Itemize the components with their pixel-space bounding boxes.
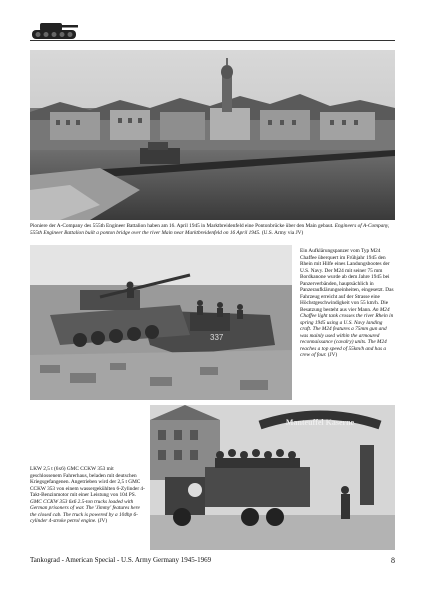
photo-pontoon-bridge xyxy=(30,50,395,220)
photo3-caption-en: GMC CCKW 353 6x6 2.5-ton trucks loaded with German prisoners of war. The 'Jimmy' features here the closed cab. The truck is powered by a 104hp 6-cylinder 4-stroke petrol engine. xyxy=(30,498,140,524)
photo2-caption xyxy=(300,248,395,359)
photo-m24-landing-craft xyxy=(30,245,292,400)
photo2-hull-number: 337 xyxy=(210,333,224,342)
photo3-caption xyxy=(30,466,145,525)
photo1-caption-credit: (U.S. Army via JV) xyxy=(261,229,304,236)
page-number: 8 xyxy=(391,556,395,565)
photo3-caption-de: LKW 2,5 t (6x6) GMC CCKW 353 mit geschlossenem Fahrerhaus, beladen mit deutschen Kriegsgefangenen. Angetrieben wird der 2,5 t GMC CCKW 353 von einem wassergekühlten 6-Zylinder 4-Takt-Benzinmotor mit einer Leistung von 104 PS. xyxy=(30,466,145,498)
photo1-caption-de: Pioniere der A-Company des 555th Engineer Battalion haben am 16. April 1945 in Marktbreidenfeld eine Pontonbrücke über den Main gebaut. xyxy=(30,223,334,229)
header-rule xyxy=(30,40,395,41)
photo2-caption-en: An M24 Chaffee light tank crosses the river Rhein in spring 1945 using a U.S. Navy landing craft. The M24 features a 75mm gun and was mainly used within the armoured reconnaissance (cavalry) units. The M24 reaches a top speed of 55km/h and has a crew of four. xyxy=(300,306,394,358)
photo2-caption-credit: (JV) xyxy=(327,352,338,358)
tank-silhouette-icon xyxy=(30,14,80,42)
photo3-sign-text: Manteuffel Kaserne xyxy=(285,418,355,427)
photo-gmc-truck-kaserne xyxy=(150,405,395,550)
photo3-caption-credit: (JV) xyxy=(97,518,108,524)
photo1-caption-en: Engineers of A-Company, 555th Engineer Battalion built a ponton bridge over the river Main near Marktbreidenfeld on 16 April 1945. xyxy=(30,223,390,236)
page-footer: Tankograd - American Special - U.S. Army Germany 1945-1969 xyxy=(30,556,212,564)
photo1-caption xyxy=(30,223,395,236)
photo2-caption-de: Ein Aufklärungspanzer vom Typ M24 Chaffee überquert im Frühjahr 1945 den Rhein mit Hilfe eines Landungsbootes der U.S. Navy. Der M24 mit seiner 75 mm Bordkanone wurde ab dem Jahre 1945 bei Panzerverbänden, hauptsächlich in Panzeraufklärungseinheiten, eingesetzt. Das Fahrzeug erreicht auf der Strasse eine Höchstgeschwindigkeit von 55 km/h. Die Besatzung besteht aus vier Mann. xyxy=(300,248,394,313)
